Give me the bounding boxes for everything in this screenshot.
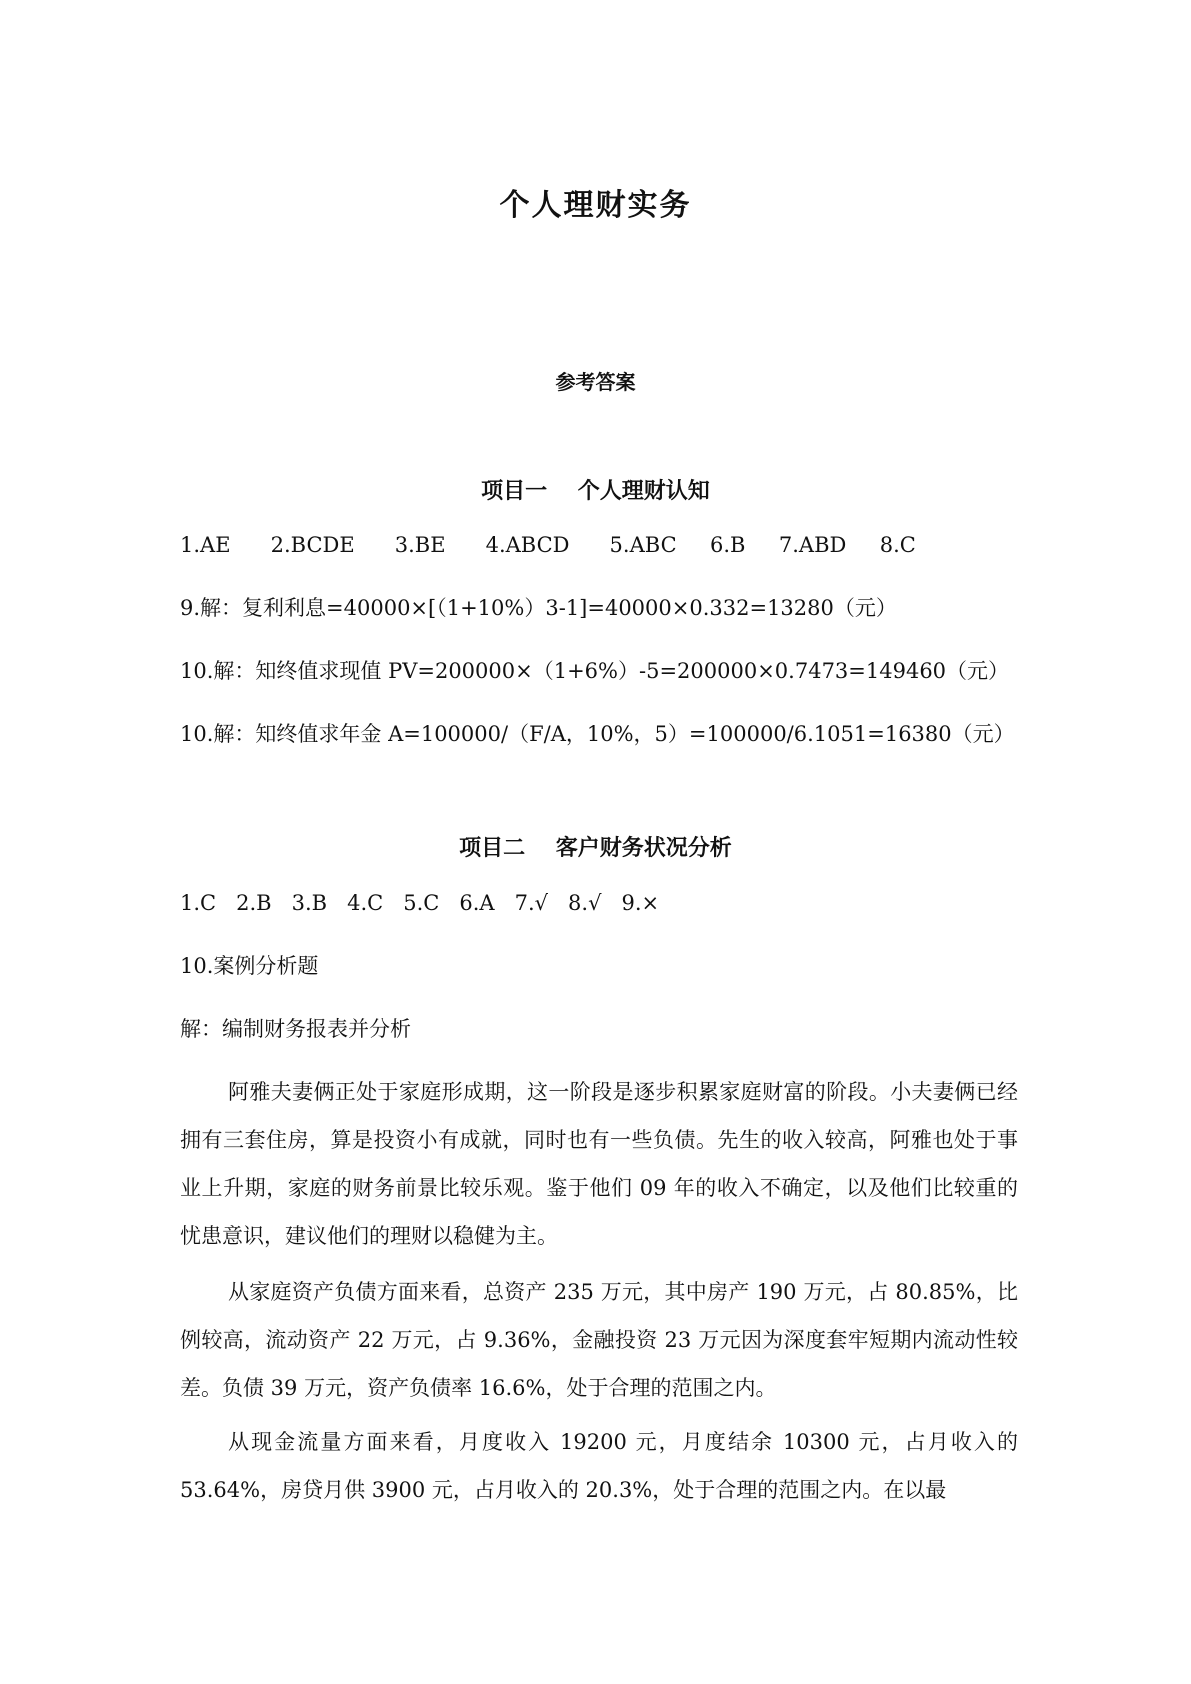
- section2-answers: 1.C 2.B 3.B 4.C 5.C 6.A 7.√ 8.√ 9.×: [180, 891, 660, 915]
- paragraph-3: 从现金流量方面来看，月度收入 19200 元，月度结余 10300 元，占月收入的 53.64%，房贷月供 3900 元，占月收入的 20.3%，处于合理的范围之内。在以最: [180, 1430, 1018, 1502]
- paragraph-2: 从家庭资产负债方面来看，总资产 235 万元，其中房产 190 万元，占 80.85%，比例较高，流动资产 22 万元，占 9.36%，金融投资 23 万元因为深度套牢短期内流动性较差。负债 39 万元，资产负债率 16.6%，处于合理的范围之内。: [180, 1280, 1018, 1400]
- section2-solution-intro: 解：编制财务报表并分析: [180, 1017, 411, 1041]
- document-subtitle: 参考答案: [555, 370, 636, 394]
- paragraph-1: 阿雅夫妻俩正处于家庭形成期，这一阶段是逐步积累家庭财富的阶段。小夫妻俩已经拥有三套住房，算是投资小有成就，同时也有一些负债。先生的收入较高，阿雅也处于事业上升期，家庭的财务前景比较乐观。鉴于他们 09 年的收入不确定，以及他们比较重的忧患意识，建议他们的理财以稳健为主。: [180, 1080, 1018, 1248]
- section2-case-title: 10.案例分析题: [180, 954, 319, 978]
- section1-question-9: 9.解：复利利息=40000×[（1+10%）3-1]=40000×0.332=13280（元）: [180, 596, 897, 620]
- section1-answers: 1.AE 2.BCDE 3.BE 4.ABCD 5.ABC 6.B 7.ABD 8.C: [180, 533, 916, 557]
- section1-question-10a: 10.解：知终值求现值 PV=200000×（1+6%）-5=200000×0.7473=149460（元）: [180, 659, 1010, 683]
- section-heading-1: 项目一 个人理财认知: [481, 479, 710, 504]
- section1-question-10b: 10.解：知终值求年金 A=100000/（F/A，10%，5）=100000/6.1051=16380（元）: [180, 722, 1015, 746]
- document-title: 个人理财实务: [499, 188, 692, 223]
- section-heading-2: 项目二 客户财务状况分析: [459, 836, 732, 861]
